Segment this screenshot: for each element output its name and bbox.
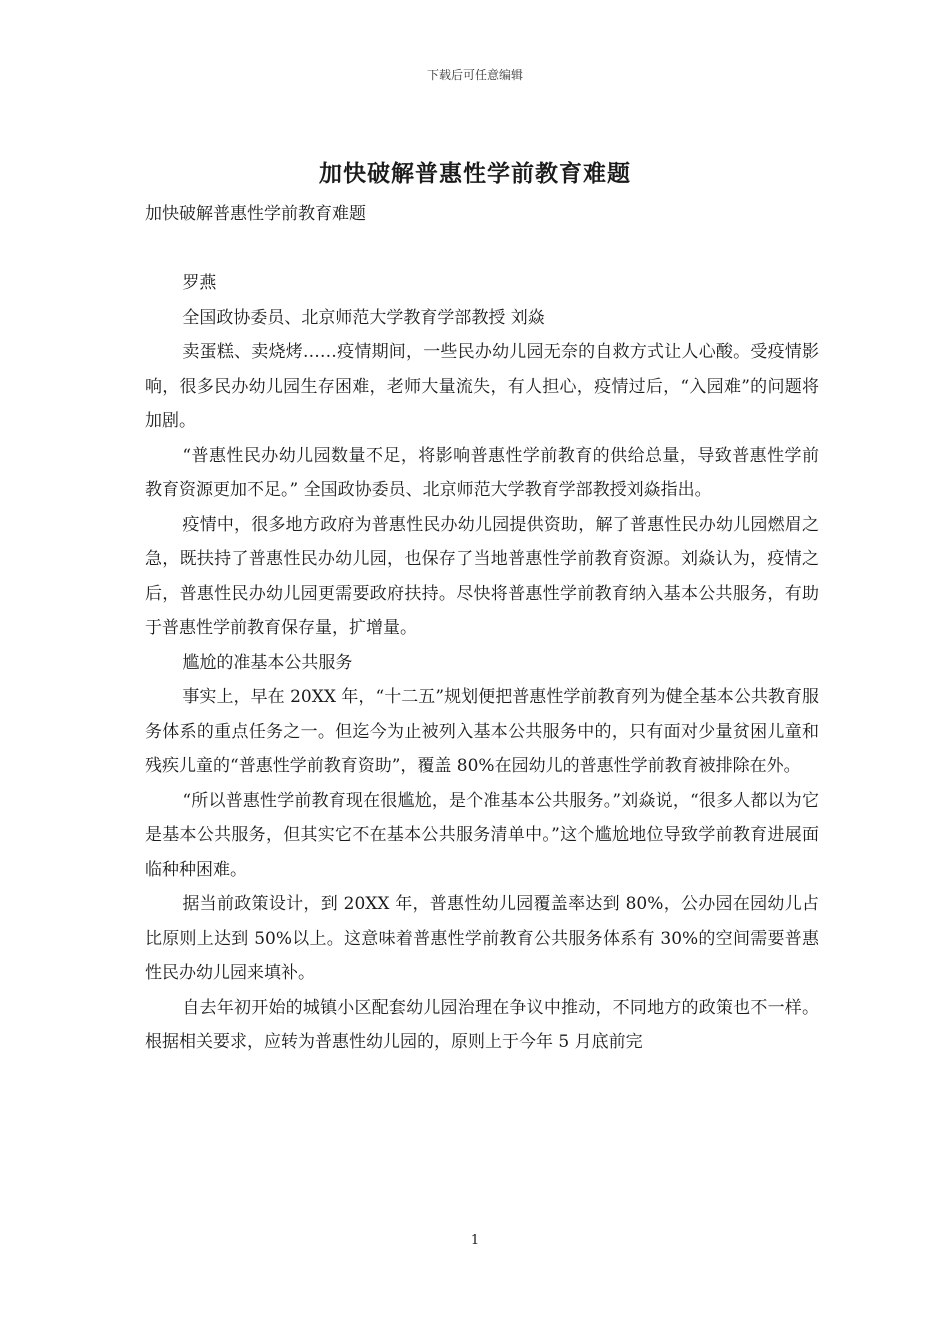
document-body [145, 197, 819, 1060]
body-paragraph: 据当前政策设计，到 20XX 年，普惠性幼儿园覆盖率达到 80%，公办园在园幼儿占比原则上达到 50%以上。这意味着普惠性学前教育公共服务体系有 30%的空间需要普惠性民办幼儿园来填补。 [145, 894, 819, 983]
body-paragraph: 疫情中，很多地方政府为普惠性民办幼儿园提供资助，解了普惠性民办幼儿园燃眉之急，既扶持了普惠性民办幼儿园，也保存了当地普惠性学前教育资源。刘焱认为，疫情之后，普惠性民办幼儿园更需要政府扶持。尽快将普惠性学前教育纳入基本公共服务，有助于普惠性学前教育保存量，扩增量。 [145, 514, 819, 638]
blank-line [145, 232, 819, 267]
body-paragraph: 事实上，早在 20XX 年，“十二五”规划便把普惠性学前教育列为健全基本公共教育服务体系的重点任务之一。但迄今为止被列入基本公共服务中的，只有面对少量贫困儿童和残疾儿童的“普惠性学前教育资助”，覆盖 80%在园幼儿的普惠性学前教育被排除在外。 [145, 687, 819, 776]
body-paragraph: “所以普惠性学前教育现在很尴尬，是个准基本公共服务。”刘焱说，“很多人都以为它是基本公共服务，但其实它不在基本公共服务清单中。”这个尴尬地位导致学前教育进展面临种种困难。 [145, 790, 819, 880]
interviewee-line: 全国政协委员、北京师范大学教育学部教授 刘焱 [182, 307, 545, 328]
author-name: 罗燕 [182, 273, 217, 293]
body-paragraph: 自去年初开始的城镇小区配套幼儿园治理在争议中推动，不同地方的政策也不一样。根据相关要求，应转为普惠性幼儿园的，原则上于今年 5 月底前完 [145, 997, 819, 1052]
body-paragraph: 卖蛋糕、卖烧烤……疫情期间，一些民办幼儿园无奈的自救方式让人心酸。受疫情影响，很多民办幼儿园生存困难，老师大量流失，有人担心，疫情过后，“入园难”的问题将加剧。 [145, 342, 819, 431]
page-number: 1 [470, 1233, 480, 1248]
page-header: 下载后可任意编辑 [426, 68, 523, 82]
body-paragraph: “普惠性民办幼儿园数量不足，将影响普惠性学前教育的供给总量，导致普惠性学前教育资源更加不足。” 全国政协委员、北京师范大学教育学部教授刘焱指出。 [145, 445, 819, 500]
subtitle-paragraph: 加快破解普惠性学前教育难题 [145, 204, 366, 224]
document-title: 加快破解普惠性学前教育难题 [319, 161, 631, 187]
section-heading: 尴尬的准基本公共服务 [182, 652, 353, 673]
